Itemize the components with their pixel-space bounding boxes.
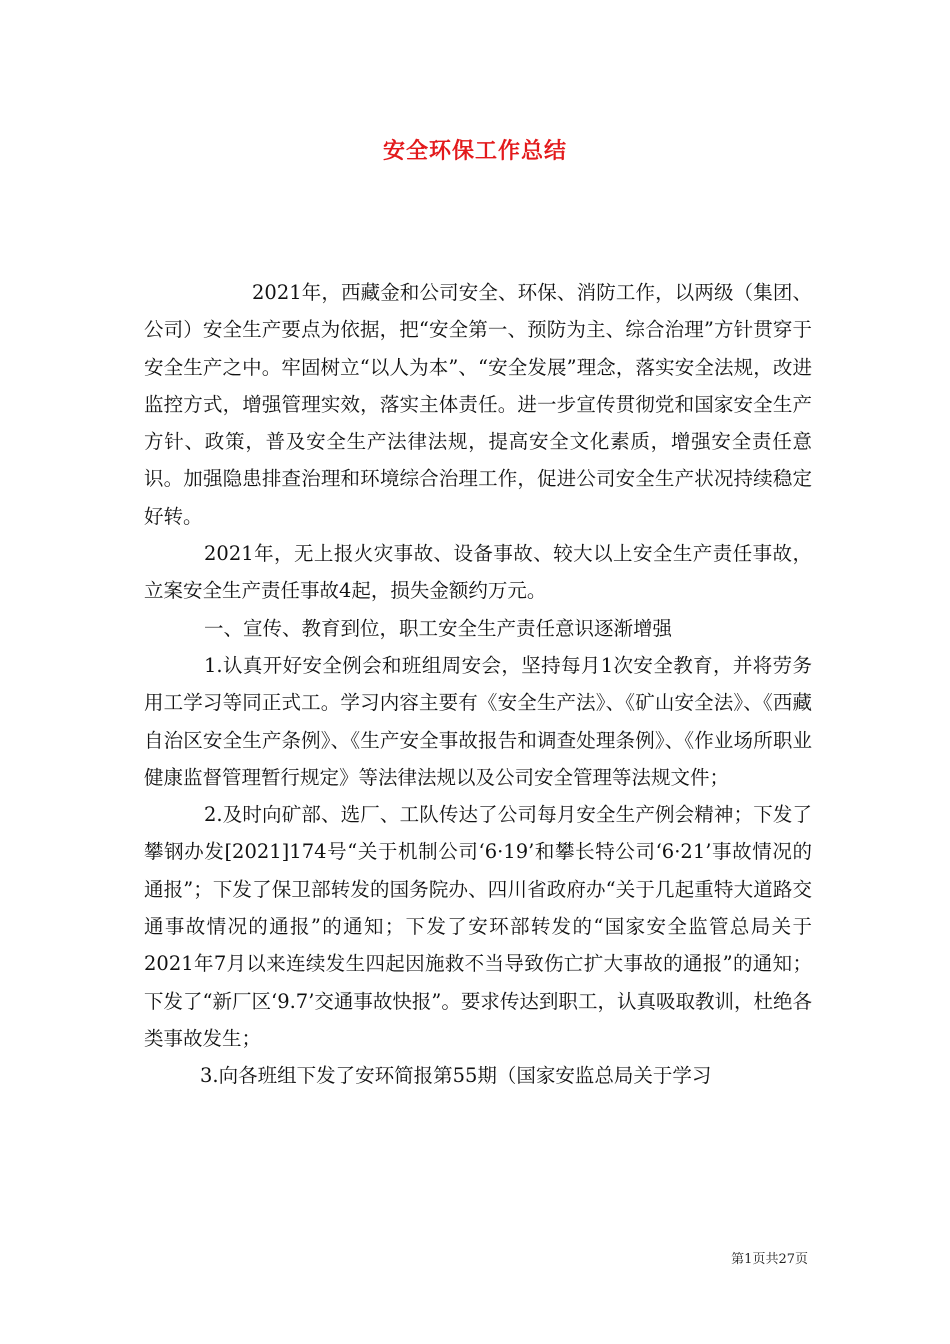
paragraph-accident-summary: 2021年，无上报火灾事故、设备事故、较大以上安全生产责任事故，立案安全生产责任事故4起，损失金额约万元。 [144,542,812,603]
page-number-footer: 第1页共27页 [731,1252,808,1267]
document-title: 安全环保工作总结 [382,139,567,164]
document-body [144,274,812,1095]
paragraph-item-2: 2.及时向矿部、选厂、工队传达了公司每月安全生产例会精神；下发了攀钢办发[2021]174号“关于机制公司‘6·19’和攀长特公司‘6·21’事故情况的通报”；下发了保卫部转发的国务院办、四川省政府办“关于几起重特大道路交通事故情况的通报”的通知；下发了安环部转发的“国家安全监管总局关于2021年7月以来连续发生四起因施救不当导致伤亡扩大事故的通报”的通知；下发了“新厂区‘9.7’交通事故快报”。要求传达到职工，认真吸取教训，杜绝各类事故发生； [144,803,812,1050]
paragraph-item-1: 1.认真开好安全例会和班组周安会，坚持每月1次安全教育，并将劳务用工学习等同正式工。学习内容主要有《安全生产法》、《矿山安全法》、《西藏自治区安全生产条例》、《生产安全事故报告和调查处理条例》、《作业场所职业健康监督管理暂行规定》等法律法规以及公司安全管理等法规文件； [144,653,812,789]
paragraph-item-3: 3.向各班组下发了安环简报第55期（国家安监总局关于学习 [200,1064,712,1088]
section-heading-1: 一、宣传、教育到位，职工安全生产责任意识逐渐增强 [204,616,673,640]
paragraph-intro: 2021年，西藏金和公司安全、环保、消防工作，以两级（集团、公司）安全生产要点为依据，把“安全第一、预防为主、综合治理”方针贯穿于安全生产之中。牢固树立“以人为本”、“安全发展”理念，落实安全法规，改进监控方式，增强管理实效，落实主体责任。进一步宣传贯彻党和国家安全生产方针、政策，普及安全生产法律法规，提高安全文化素质，增强安全责任意识。加强隐患排查治理和环境综合治理工作，促进公司安全生产状况持续稳定好转。 [144,281,812,528]
